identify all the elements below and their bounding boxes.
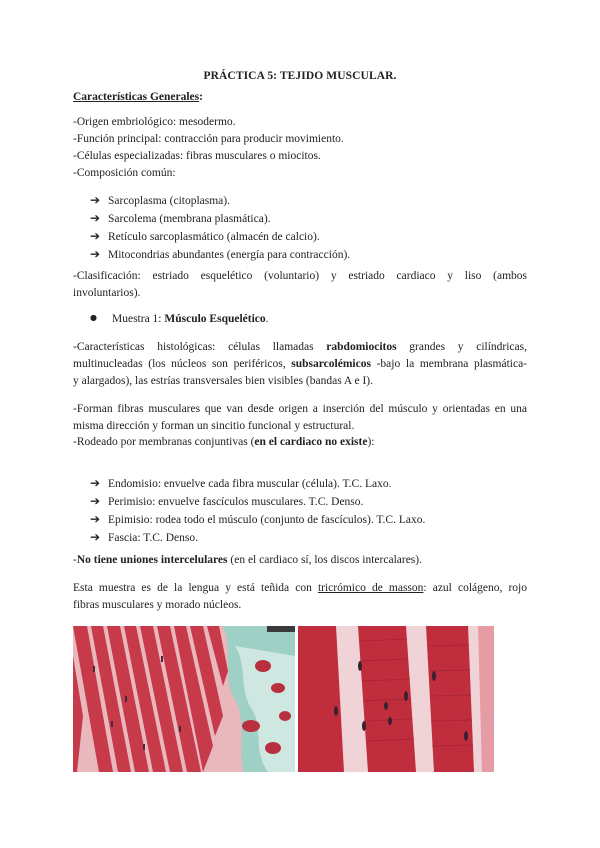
general-line: -Células especializadas: fibras musculares o miocitos. bbox=[73, 150, 321, 162]
general-line: -Origen embriológico: mesodermo. bbox=[73, 116, 236, 128]
general-line: -Composición común: bbox=[73, 167, 176, 179]
bullet-icon: ● bbox=[90, 313, 97, 322]
list-item: ➔ Fascia: T.C. Denso. bbox=[90, 530, 198, 544]
micrograph-skeletal-muscle-low bbox=[73, 626, 295, 772]
stain-line: fibras musculares y morado núcleos. bbox=[73, 599, 242, 611]
micrograph-skeletal-muscle-high bbox=[298, 626, 494, 772]
general-heading-colon: : bbox=[199, 91, 203, 103]
general-heading-text: Características Generales bbox=[73, 91, 200, 103]
arrow-icon: ➔ bbox=[90, 211, 101, 225]
page-title: PRÁCTICA 5: TEJIDO MUSCULAR. bbox=[203, 70, 397, 82]
arrow-icon: ➔ bbox=[90, 512, 101, 526]
list-item: ➔ Perimisio: envuelve fascículos musculares. T.C. Denso. bbox=[90, 494, 364, 508]
list-item: ➔ Sarcoplasma (citoplasma). bbox=[90, 193, 230, 207]
micrograph-svg-1 bbox=[73, 626, 295, 772]
list-item: ➔ Sarcolema (membrana plasmática). bbox=[90, 211, 271, 225]
stain-line: Esta muestra es de la lengua y está teñida con tricrómico de masson: azul colágeno, rojo bbox=[73, 582, 527, 594]
arrow-icon: ➔ bbox=[90, 247, 101, 261]
classification-line: -Clasificación: estriado esquelético (voluntario) y estriado cardiaco y liso (ambos bbox=[73, 270, 527, 282]
general-line: -Función principal: contracción para producir movimiento. bbox=[73, 133, 344, 145]
sample-heading: ● Muestra 1: Músculo Esquelético. bbox=[90, 313, 269, 325]
arrow-icon: ➔ bbox=[90, 494, 101, 508]
arrow-icon: ➔ bbox=[90, 229, 101, 243]
histology-line: y alargados), las estrías transversales bien visibles (bandas A e I). bbox=[73, 375, 373, 387]
list-item: ➔ Epimisio: rodea todo el músculo (conjunto de fascículos). T.C. Laxo. bbox=[90, 512, 426, 526]
fibers-line: -Rodeado por membranas conjuntivas (en el cardiaco no existe): bbox=[73, 436, 375, 448]
list-item: ➔ Mitocondrias abundantes (energía para contracción). bbox=[90, 247, 351, 261]
list-item: ➔ Endomisio: envuelve cada fibra muscular (célula). T.C. Laxo. bbox=[90, 476, 392, 490]
arrow-icon: ➔ bbox=[90, 193, 101, 207]
histology-line: multinucleadas (los núcleos son periféricos, subsarcolémicos -bajo la membrana plasmática- bbox=[73, 358, 528, 370]
fibers-line: misma dirección y forman un sincitio funcional y estructural. bbox=[73, 420, 355, 432]
unions-line: -No tiene uniones intercelulares (en el cardiaco sí, los discos intercalares). bbox=[73, 554, 422, 566]
arrow-icon: ➔ bbox=[90, 530, 101, 544]
arrow-icon: ➔ bbox=[90, 476, 101, 490]
membranes-list bbox=[90, 475, 425, 547]
composition-list bbox=[90, 192, 350, 264]
micrograph-svg-2 bbox=[298, 626, 494, 772]
general-heading bbox=[73, 89, 203, 105]
fibers-line: -Forman fibras musculares que van desde origen a inserción del músculo y orientadas en una bbox=[73, 403, 527, 415]
classification-line: involuntarios). bbox=[73, 287, 141, 299]
list-item: ➔ Retículo sarcoplasmático (almacén de calcio). bbox=[90, 229, 320, 243]
histology-line: -Características histológicas: células llamadas rabdomiocitos grandes y cilíndricas, bbox=[73, 341, 527, 353]
